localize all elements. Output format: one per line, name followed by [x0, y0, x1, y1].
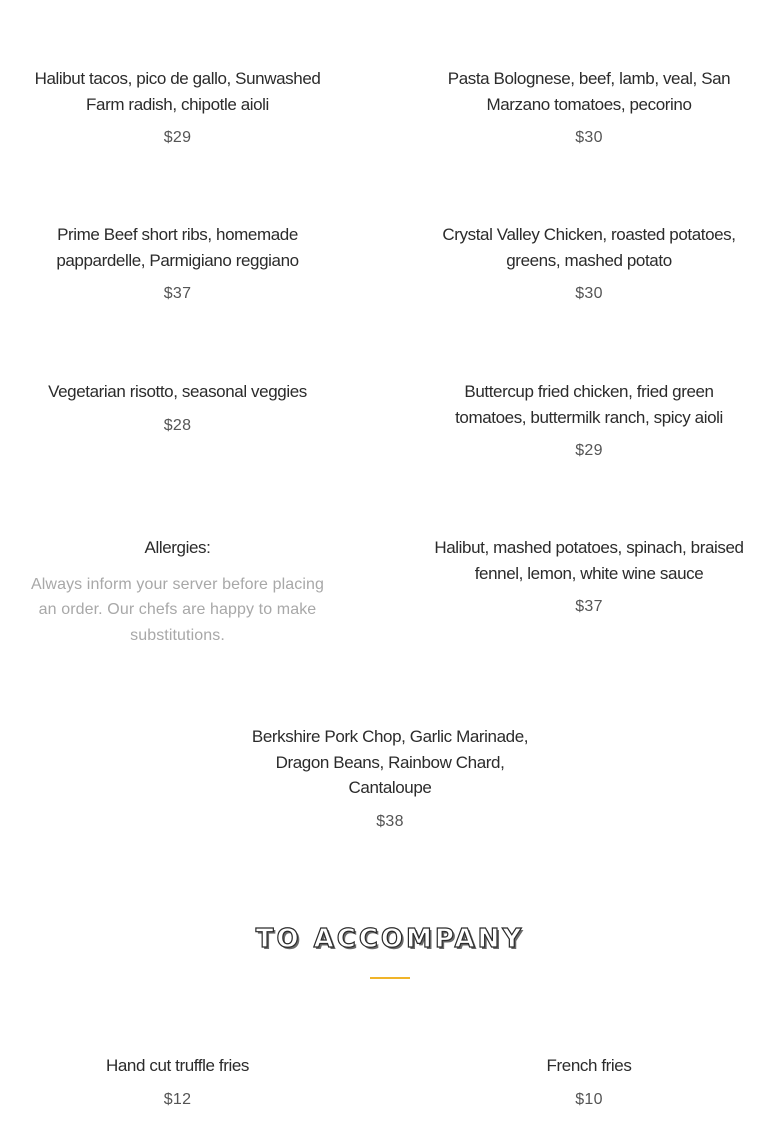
- menu-item-price: $37: [163, 285, 192, 302]
- menu-item-pasta-bolognese: [433, 66, 745, 148]
- menu-item-name: French fries: [546, 1056, 632, 1075]
- menu-item-price: $10: [575, 1090, 603, 1108]
- menu-item-halibut-tacos: [20, 66, 335, 148]
- menu-item-buttercup-fried-chicken: [433, 379, 745, 461]
- menu-item-price: $28: [163, 416, 192, 434]
- menu-item-name: Buttercup fried chicken, fried green tomatoes, buttermilk ranch, spicy aioli: [455, 382, 723, 427]
- menu-item-vegetarian-risotto: [20, 379, 335, 436]
- menu-item-price: $38: [376, 812, 404, 830]
- menu-item-price: $29: [575, 442, 603, 459]
- menu-item-name: Prime Beef short ribs, homemade pappardelle, Parmigiano reggiano: [56, 225, 299, 270]
- menu-item-name: Halibut tacos, pico de gallo, Sunwashed Farm radish, chipotle aioli: [34, 69, 321, 114]
- menu-item-price: $30: [575, 285, 603, 302]
- menu-item-price: $29: [163, 129, 192, 146]
- menu-item-halibut: [433, 535, 745, 617]
- menu-item-price: $30: [575, 129, 603, 146]
- allergies-text: Always inform your server before placing an order. Our chefs are happy to make substitutions.: [30, 575, 324, 644]
- section-title-to-accompany: TO ACCOMPANY: [255, 924, 525, 954]
- menu-item-name: Crystal Valley Chicken, roasted potatoes, greens, mashed potato: [442, 225, 736, 270]
- menu-item-name: Vegetarian risotto, seasonal veggies: [48, 382, 307, 401]
- menu-item-name: Berkshire Pork Chop, Garlic Marinade, Dragon Beans, Rainbow Chard, Cantaloupe: [251, 727, 529, 797]
- side-item-truffle-fries: [20, 1053, 335, 1110]
- menu-item-crystal-valley-chicken: [433, 222, 745, 304]
- side-item-french-fries: [433, 1053, 745, 1110]
- menu-item-price: $12: [163, 1090, 192, 1108]
- menu-item-pork-chop: [240, 724, 540, 832]
- allergies-title: Allergies:: [144, 538, 211, 557]
- menu-item-name: Hand cut truffle fries: [105, 1056, 249, 1075]
- menu-item-name: Halibut, mashed potatoes, spinach, braised fennel, lemon, white wine sauce: [434, 538, 744, 583]
- allergies-note: [20, 535, 335, 648]
- menu-item-short-ribs: [20, 222, 335, 304]
- menu-item-price: $37: [575, 598, 603, 615]
- section-divider: [370, 977, 410, 979]
- menu-item-name: Pasta Bolognese, beef, lamb, veal, San Marzano tomatoes, pecorino: [447, 69, 731, 114]
